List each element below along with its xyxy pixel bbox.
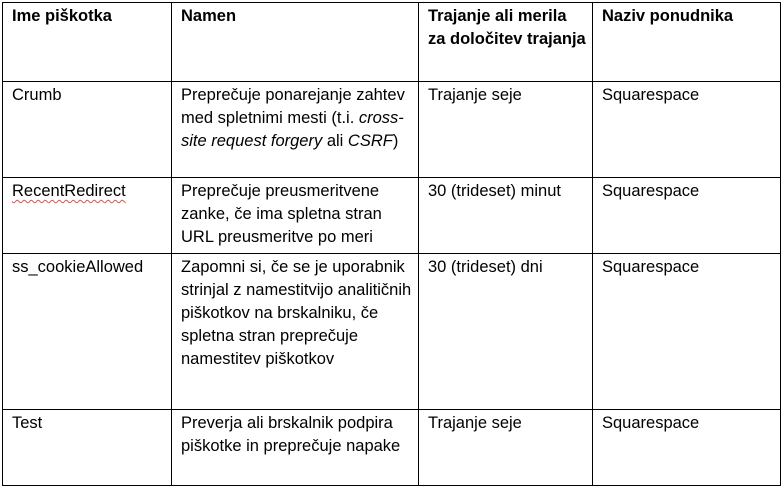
cookie-provider-cell: Squarespace — [593, 82, 781, 178]
cookie-purpose-cell: Preverja ali brskalnik podpira piškotke in preprečuje napake — [172, 410, 419, 486]
cookie-name-cell: Test — [3, 410, 172, 486]
cookie-table — [2, 2, 781, 486]
cookie-name-text: RecentRedirect — [12, 182, 126, 200]
cookie-duration-cell: Trajanje seje — [419, 82, 593, 178]
cookie-duration-cell: 30 (trideset) minut — [419, 178, 593, 254]
purpose-text: ali — [322, 132, 348, 150]
purpose-text: Preprečuje ponarejanje zahtev med spletnimi mesti (t.i. — [181, 86, 405, 127]
cookie-provider-cell: Squarespace — [593, 178, 781, 254]
header-duration: Trajanje ali merila za določitev trajanja — [419, 3, 593, 82]
table-row — [3, 254, 781, 410]
cookie-purpose-cell: Preprečuje preusmeritvene zanke, če ima spletna stran URL preusmeritve po meri — [172, 178, 419, 254]
purpose-italic-text: CSRF — [347, 132, 393, 150]
cookie-name-cell: ss_cookieAllowed — [3, 254, 172, 410]
cookie-name-cell: Crumb — [3, 82, 172, 178]
table-header-row — [3, 3, 781, 82]
cookie-duration-cell: 30 (trideset) dni — [419, 254, 593, 410]
table-row — [3, 410, 781, 486]
cookie-provider-cell: Squarespace — [593, 254, 781, 410]
header-cookie-name: Ime piškotka — [3, 3, 172, 82]
cookie-duration-cell: Trajanje seje — [419, 410, 593, 486]
table-row — [3, 178, 781, 254]
purpose-italic-text: cross-site request forgery — [181, 109, 404, 150]
header-purpose: Namen — [172, 3, 419, 82]
cookie-provider-cell: Squarespace — [593, 410, 781, 486]
purpose-text: ) — [392, 132, 399, 150]
table-row — [3, 82, 781, 178]
header-provider: Naziv ponudnika — [593, 3, 781, 82]
cookie-purpose-cell: Zapomni si, če se je uporabnik strinjal z namestitvijo analitičnih piškotkov na brskalniku, če spletna stran preprečuje namestitev piškotkov — [172, 254, 419, 410]
cookie-purpose-cell — [172, 82, 419, 178]
cookie-name-cell — [3, 178, 172, 254]
